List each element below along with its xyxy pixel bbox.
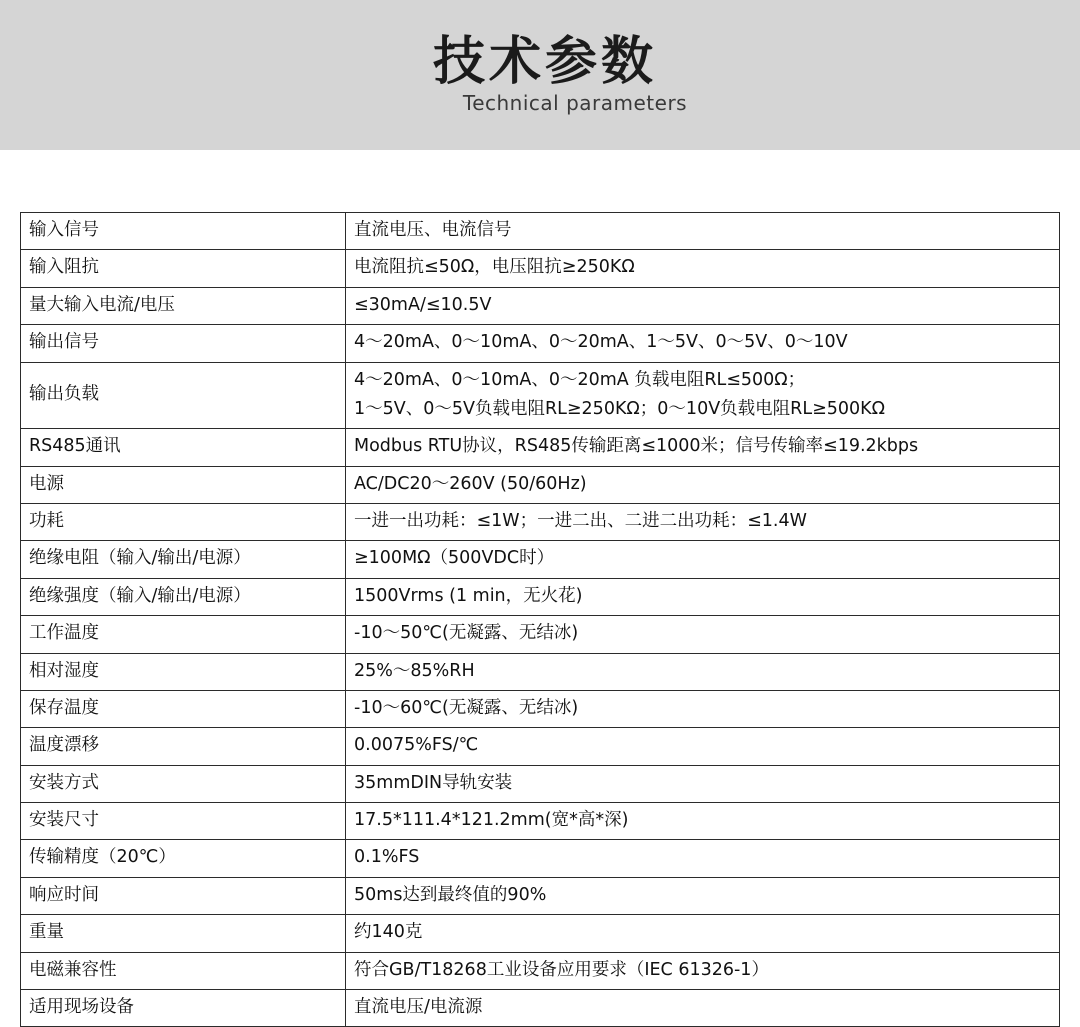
spec-value: -10～60℃(无凝露、无结冰) bbox=[346, 690, 1060, 727]
table-row bbox=[21, 541, 1060, 578]
table-row bbox=[21, 362, 1060, 429]
spec-label: 输出负载 bbox=[21, 362, 346, 429]
spec-label: 绝缘强度（输入/输出/电源） bbox=[21, 578, 346, 615]
spec-label: 量大输入电流/电压 bbox=[21, 287, 346, 324]
header-titles bbox=[0, 0, 1080, 150]
table-row bbox=[21, 504, 1060, 541]
spec-value: ≤30mA/≤10.5V bbox=[346, 287, 1060, 324]
spec-value: 约140克 bbox=[346, 915, 1060, 952]
spec-value-multiline bbox=[346, 362, 1060, 429]
spec-label: 重量 bbox=[21, 915, 346, 952]
spec-value-line-1: 4～20mA、0～10mA、0～20mA 负载电阻RL≤500Ω； bbox=[354, 369, 806, 390]
spec-label: 工作温度 bbox=[21, 616, 346, 653]
spec-label: 输入信号 bbox=[21, 213, 346, 250]
table-row bbox=[21, 250, 1060, 287]
table-row bbox=[21, 287, 1060, 324]
spec-table-wrap bbox=[20, 212, 1060, 1027]
spec-label: 绝缘电阻（输入/输出/电源） bbox=[21, 541, 346, 578]
spec-label: 相对湿度 bbox=[21, 653, 346, 690]
spec-label: 功耗 bbox=[21, 504, 346, 541]
spec-label: 温度漂移 bbox=[21, 728, 346, 765]
spec-value: Modbus RTU协议，RS485传输距离≤1000米；信号传输率≤19.2kbps bbox=[346, 429, 1060, 466]
table-row bbox=[21, 728, 1060, 765]
spec-value: 直流电压、电流信号 bbox=[346, 213, 1060, 250]
spec-value: 0.1%FS bbox=[346, 840, 1060, 877]
spec-label: 电源 bbox=[21, 466, 346, 503]
table-row bbox=[21, 690, 1060, 727]
spec-value-line-2: 1～5V、0～5V负载电阻RL≥250KΩ；0～10V负载电阻RL≥500KΩ bbox=[354, 398, 885, 419]
spec-label: 安装方式 bbox=[21, 765, 346, 802]
table-row bbox=[21, 877, 1060, 914]
spec-label: 响应时间 bbox=[21, 877, 346, 914]
table-row bbox=[21, 840, 1060, 877]
header-band bbox=[0, 0, 1080, 150]
page-title-cn: 技术参数 bbox=[432, 31, 657, 92]
spec-label: 电磁兼容性 bbox=[21, 952, 346, 989]
table-row bbox=[21, 952, 1060, 989]
spec-value: 50ms达到最终值的90% bbox=[346, 877, 1060, 914]
spec-value: ≥100MΩ（500VDC时） bbox=[346, 541, 1060, 578]
spec-value: 35mmDIN导轨安装 bbox=[346, 765, 1060, 802]
spec-label: 适用现场设备 bbox=[21, 989, 346, 1026]
table-row bbox=[21, 466, 1060, 503]
table-row bbox=[21, 765, 1060, 802]
page-title-en: Technical parameters bbox=[462, 91, 688, 116]
spec-value: AC/DC20～260V (50/60Hz) bbox=[346, 466, 1060, 503]
spec-value: 符合GB/T18268工业设备应用要求（IEC 61326-1） bbox=[346, 952, 1060, 989]
spec-label: RS485通讯 bbox=[21, 429, 346, 466]
spec-value: 17.5*111.4*121.2mm(宽*高*深) bbox=[346, 803, 1060, 840]
spec-label: 输出信号 bbox=[21, 325, 346, 362]
table-row bbox=[21, 325, 1060, 362]
spec-label: 保存温度 bbox=[21, 690, 346, 727]
spec-table-body bbox=[21, 213, 1060, 1027]
spec-value: 一进一出功耗：≤1W；一进二出、二进二出功耗：≤1.4W bbox=[346, 504, 1060, 541]
table-row bbox=[21, 578, 1060, 615]
spec-value: 0.0075%FS/℃ bbox=[346, 728, 1060, 765]
table-row bbox=[21, 653, 1060, 690]
spec-label: 安装尺寸 bbox=[21, 803, 346, 840]
table-row bbox=[21, 989, 1060, 1026]
spec-value: 25%～85%RH bbox=[346, 653, 1060, 690]
spec-value: 1500Vrms (1 min，无火花) bbox=[346, 578, 1060, 615]
table-row bbox=[21, 915, 1060, 952]
table-row bbox=[21, 616, 1060, 653]
table-row bbox=[21, 803, 1060, 840]
spec-value: -10～50℃(无凝露、无结冰) bbox=[346, 616, 1060, 653]
spec-label: 输入阻抗 bbox=[21, 250, 346, 287]
spec-table bbox=[20, 212, 1060, 1027]
spec-value: 直流电压/电流源 bbox=[346, 989, 1060, 1026]
spec-label: 传输精度（20℃） bbox=[21, 840, 346, 877]
table-row bbox=[21, 213, 1060, 250]
spec-value: 4～20mA、0～10mA、0～20mA、1～5V、0～5V、0～10V bbox=[346, 325, 1060, 362]
spec-value: 电流阻抗≤50Ω，电压阻抗≥250KΩ bbox=[346, 250, 1060, 287]
table-row bbox=[21, 429, 1060, 466]
